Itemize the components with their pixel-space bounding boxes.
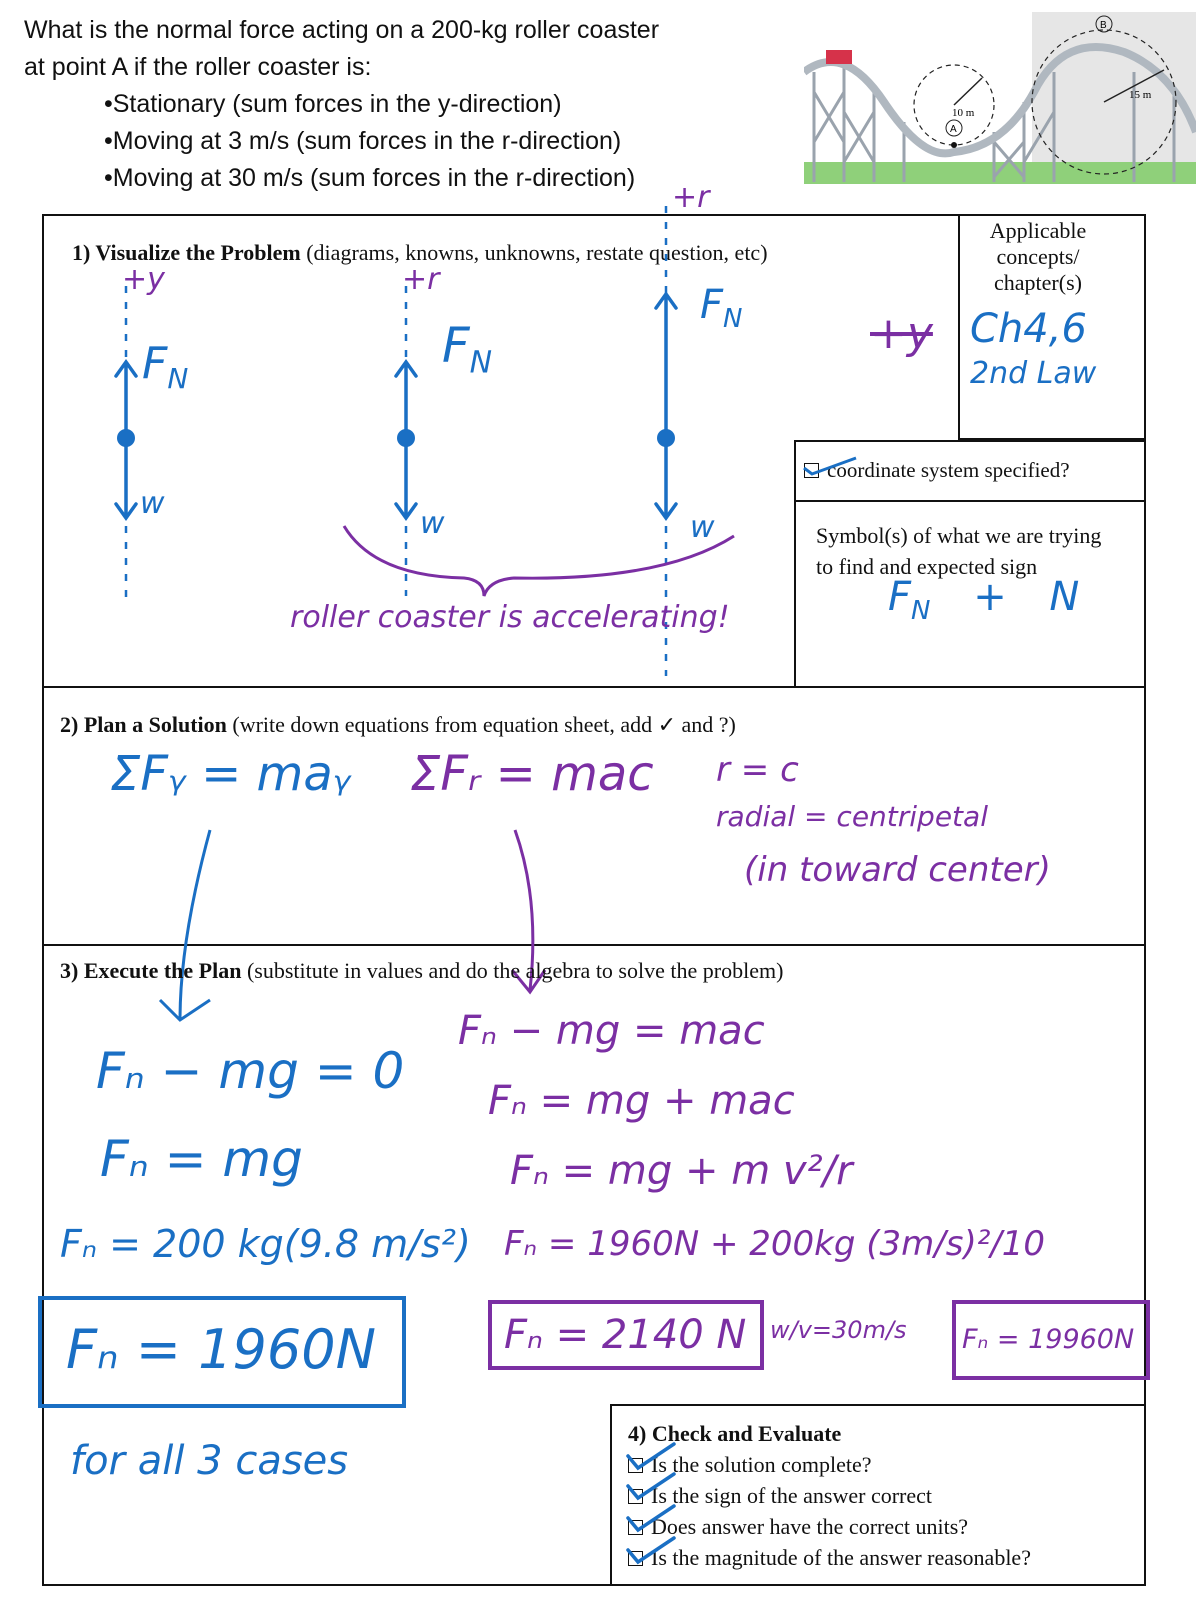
mass-dot [117,429,135,447]
symbol-subscript: N [911,596,931,626]
force-normal-label [142,338,188,395]
force-symbol: F [442,318,470,374]
step3-right-answer-2: Fₙ = 19960N [952,1300,1150,1380]
check-item [628,1542,1031,1573]
step1-subtitle: (diagrams, knowns, unknowns, restate question, etc) [306,240,768,265]
axis-label-r: +r [672,180,710,215]
step1-title: 1) Visualize the Problem [72,240,301,265]
force-symbol: F [700,282,724,328]
step3-left-line: Fₙ − mg = 0 [96,1042,405,1100]
axis-label-r: +r [402,262,440,297]
question-bullet: •Moving at 3 m/s (sum forces in the r-direction) [104,127,622,155]
check-item [628,1449,1031,1480]
symbol-force: F [888,574,912,620]
step3-left-note: for all 3 cases [70,1438,349,1484]
step3-subtitle: (substitute in values and do the algebra to solve the problem) [246,958,784,983]
question-bullet: •Stationary (sum forces in the y-direction) [104,90,562,118]
symbol-unit: N [1049,574,1080,620]
step3-left-line: Fₙ = mg [100,1130,303,1188]
flow-arrows [100,820,600,1040]
accelerating-note: roller coaster is accelerating! [290,600,730,635]
force-subscript: N [167,361,189,395]
force-subscript: N [469,345,493,381]
coordinate-label: coordinate system specified? [827,458,1070,482]
concepts-law: 2nd Law [970,356,1097,391]
mass-dot [397,429,415,447]
step3-right-line: Fₙ = mg + maᴄ [488,1078,795,1124]
step2-header [60,712,736,738]
point-a-label: A [950,124,957,135]
axis-label-y: +y [122,262,165,297]
note-radial: radial = centripetal [716,800,988,833]
check-marks-icon [624,1440,684,1590]
symbol-label: Symbol(s) of what we are trying to find and expected sign [816,523,1102,579]
equation-r: ΣFᵣ = maᴄ [410,746,654,802]
equation-y: ΣFᵧ = maᵧ [110,746,351,802]
step3-right-line: Fₙ = mg + m v²/r [510,1148,853,1194]
check-mark-icon [800,452,860,482]
note-center: (in toward center) [744,850,1051,890]
step2-subtitle: (write down equations from equation sheet, add ✓ and ?) [232,712,736,737]
concepts-label: Applicable concepts/ chapter(s) [989,218,1087,295]
weight-label: w [140,486,165,521]
question-bullet: •Moving at 30 m/s (sum forces in the r-direction) [104,164,636,192]
loop-b-radius: 15 m [1129,89,1152,101]
step4-title: 4) Check and Evaluate [628,1421,842,1446]
check-item [628,1511,1031,1542]
check-item-label: Is the magnitude of the answer reasonable? [651,1545,1031,1570]
step3-header [60,958,783,984]
note-r-c: r = c [716,750,799,790]
check-item [628,1480,1031,1511]
step3-left-answer: Fₙ = 1960N [38,1296,406,1408]
weight-label: w [420,506,445,541]
check-item-label: Is the sign of the answer correct [651,1483,933,1508]
loop-a-radius: 10 m [952,107,975,119]
check-item-label: Is the solution complete? [651,1452,872,1477]
step3-right-mid: w/v=30m/s [770,1316,907,1344]
force-symbol: F [142,338,168,389]
question-line-2: at point A if the roller coaster is: [24,53,372,81]
step3-right-answer: Fₙ = 2140 N [488,1300,764,1370]
mass-dot [657,429,675,447]
step3-right-line: Fₙ − mg = maᴄ [458,1008,765,1054]
weight-label: w [690,510,715,545]
crossed-axis: +y [870,308,933,359]
symbol-answer [888,574,1079,626]
step4 [628,1418,1031,1573]
concepts-chapter: Ch4,6 [970,306,1087,352]
roller-coaster-figure [804,12,1196,184]
step3-right-line: Fₙ = 1960N + 200kg (3m/s)²/10 [504,1224,1046,1264]
symbol-sign: + [973,574,1007,620]
check-item-label: Does answer have the correct units? [651,1514,969,1539]
question [24,12,659,197]
point-b-label: B [1100,20,1107,31]
step2-title: 2) Plan a Solution [60,712,227,737]
accelerating-brace [344,526,734,596]
force-subscript: N [723,304,743,334]
step3-title: 3) Execute the Plan [60,958,242,983]
question-line-1: What is the normal force acting on a 200-kg roller coaster [24,16,660,44]
step3-left-line: Fₙ = 200 kg(9.8 m/s²) [60,1222,471,1266]
coaster-car [826,50,852,64]
force-normal-label [700,282,742,334]
force-normal-label [442,318,492,381]
